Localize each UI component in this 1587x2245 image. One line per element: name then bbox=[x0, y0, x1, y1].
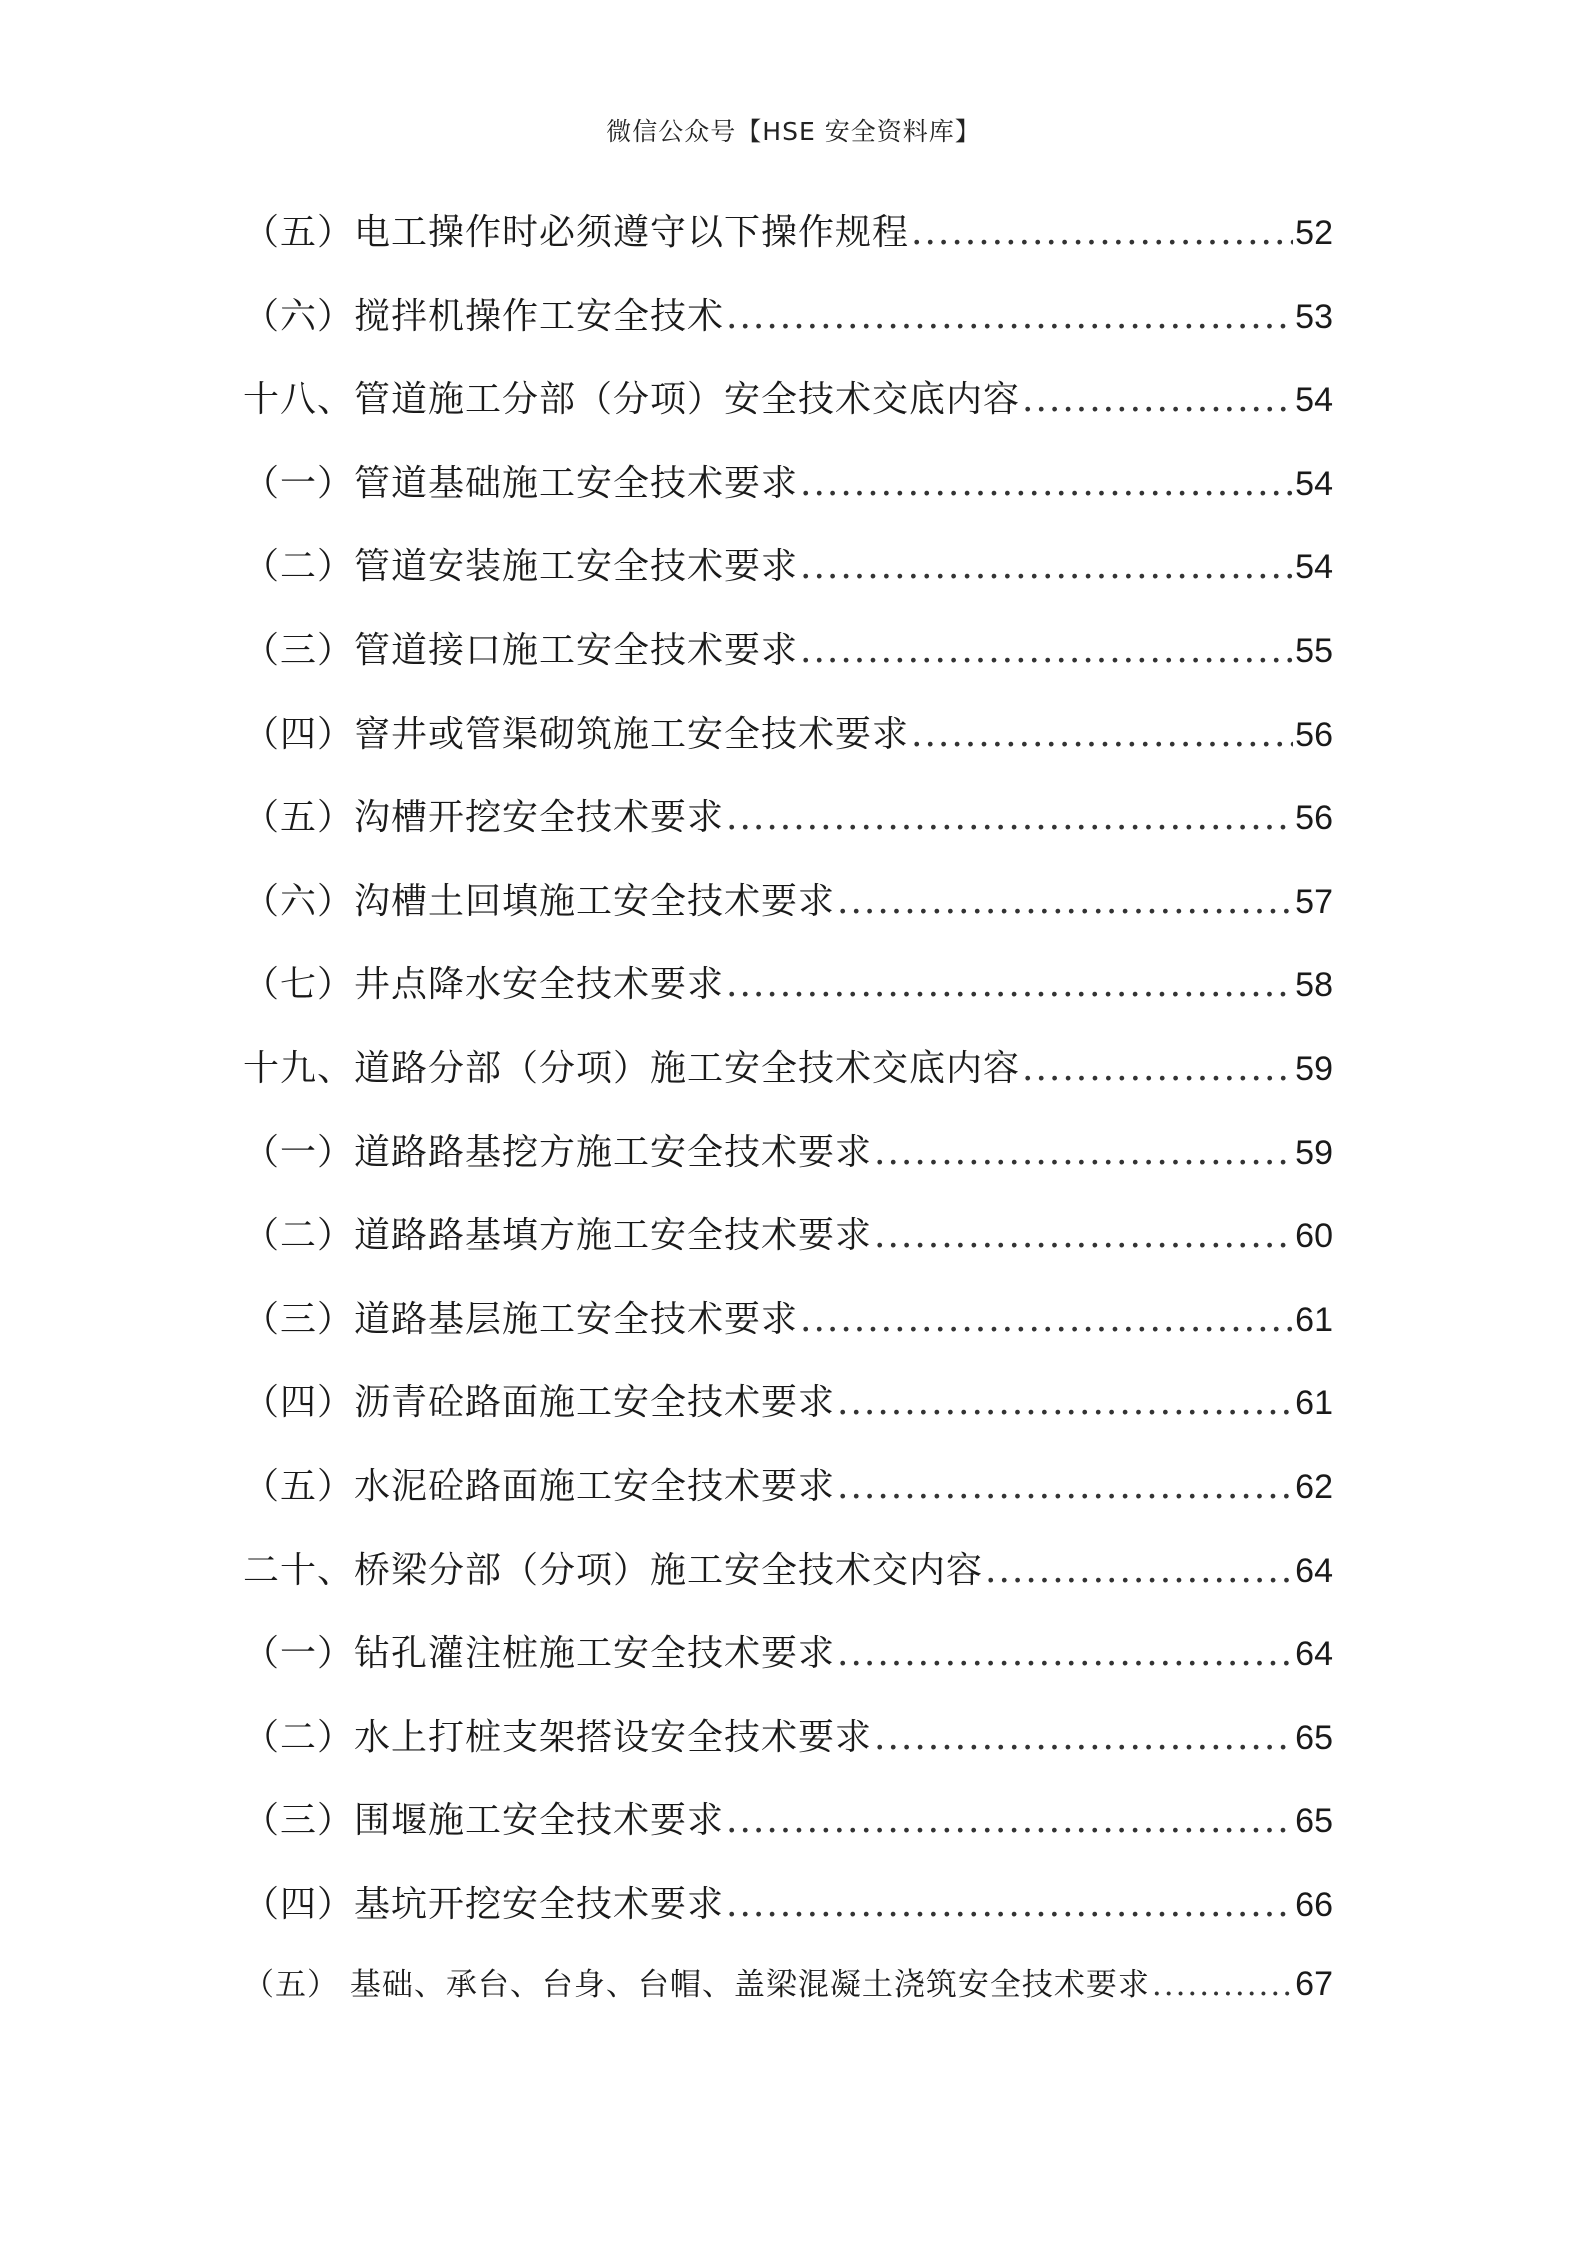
toc-entry[interactable] bbox=[243, 706, 1333, 790]
toc-entry[interactable] bbox=[243, 1458, 1333, 1542]
toc-entry[interactable] bbox=[243, 956, 1333, 1040]
toc-entry-title: （一）钻孔灌注桩施工安全技术要求 bbox=[243, 1633, 836, 1675]
toc-entry-page: 54 bbox=[1295, 548, 1333, 587]
toc-entry-page: 64 bbox=[1295, 1551, 1333, 1590]
toc-dot-leader bbox=[726, 964, 1293, 1005]
toc-entry-title: （四）沥青砼路面施工安全技术要求 bbox=[243, 1382, 836, 1424]
toc-entry[interactable] bbox=[243, 538, 1333, 622]
toc-entry-page: 55 bbox=[1295, 631, 1333, 670]
toc-entry-title: （四）基坑开挖安全技术要求 bbox=[243, 1883, 725, 1925]
toc-entry-page: 65 bbox=[1295, 1718, 1333, 1757]
toc-entry-page: 54 bbox=[1295, 381, 1333, 420]
toc-entry-title: （二）管道安装施工安全技术要求 bbox=[243, 546, 799, 588]
toc-entry[interactable] bbox=[243, 1625, 1333, 1709]
toc-entry-title: （一）管道基础施工安全技术要求 bbox=[243, 462, 799, 504]
toc-entry-page: 56 bbox=[1295, 715, 1333, 754]
table-of-contents bbox=[243, 204, 1333, 2043]
toc-entry-page: 58 bbox=[1295, 966, 1333, 1005]
toc-entry[interactable] bbox=[243, 288, 1333, 372]
toc-entry[interactable] bbox=[243, 1792, 1333, 1876]
toc-entry-title: 十九、道路分部（分项）施工安全技术交底内容 bbox=[243, 1047, 1021, 1089]
toc-dot-leader bbox=[911, 212, 1293, 253]
toc-entry[interactable] bbox=[243, 1207, 1333, 1291]
toc-entry-title: （七）井点降水安全技术要求 bbox=[243, 964, 725, 1006]
toc-entry-title: 二十、桥梁分部（分项）施工安全技术交内容 bbox=[243, 1549, 984, 1591]
page-header: 微信公众号【HSE 安全资料库】 bbox=[606, 117, 981, 146]
toc-entry-page: 57 bbox=[1295, 882, 1333, 921]
toc-entry-page: 66 bbox=[1295, 1885, 1333, 1924]
toc-entry-title: （四）窨井或管渠砌筑施工安全技术要求 bbox=[243, 713, 910, 755]
toc-entry-page: 61 bbox=[1295, 1300, 1333, 1339]
toc-entry[interactable] bbox=[243, 455, 1333, 539]
toc-dot-leader bbox=[726, 296, 1293, 337]
toc-dot-leader bbox=[837, 1466, 1293, 1507]
toc-dot-leader bbox=[874, 1132, 1293, 1173]
toc-dot-leader bbox=[874, 1215, 1293, 1256]
toc-dot-leader bbox=[985, 1550, 1293, 1591]
toc-entry-title: （五） 基础、承台、台身、台帽、盖梁混凝土浇筑安全技术要求 bbox=[243, 1967, 1150, 2004]
toc-entry[interactable] bbox=[243, 789, 1333, 873]
toc-entry-title: （二）水上打桩支架搭设安全技术要求 bbox=[243, 1716, 873, 1758]
toc-dot-leader bbox=[800, 546, 1293, 587]
toc-entry-page: 65 bbox=[1295, 1802, 1333, 1841]
toc-dot-leader bbox=[1022, 1048, 1293, 1089]
toc-entry[interactable] bbox=[243, 1876, 1333, 1960]
toc-entry-page: 62 bbox=[1295, 1467, 1333, 1506]
toc-dot-leader bbox=[911, 714, 1293, 755]
toc-entry-title: （二）道路路基填方施工安全技术要求 bbox=[243, 1215, 873, 1257]
toc-entry-title: （三）管道接口施工安全技术要求 bbox=[243, 629, 799, 671]
toc-entry-title: （五）水泥砼路面施工安全技术要求 bbox=[243, 1465, 836, 1507]
toc-entry-title: （一）道路路基挖方施工安全技术要求 bbox=[243, 1131, 873, 1173]
toc-dot-leader bbox=[1022, 379, 1293, 420]
toc-entry[interactable] bbox=[243, 1374, 1333, 1458]
toc-entry-page: 64 bbox=[1295, 1635, 1333, 1674]
toc-entry-title: （三）道路基层施工安全技术要求 bbox=[243, 1298, 799, 1340]
toc-entry-title: 十八、管道施工分部（分项）安全技术交底内容 bbox=[243, 379, 1021, 421]
toc-entry[interactable] bbox=[243, 1040, 1333, 1124]
toc-entry-page: 59 bbox=[1295, 1049, 1333, 1088]
toc-entry-title: （五）沟槽开挖安全技术要求 bbox=[243, 797, 725, 839]
toc-entry-page: 53 bbox=[1295, 297, 1333, 336]
toc-entry-page: 54 bbox=[1295, 464, 1333, 503]
toc-dot-leader bbox=[874, 1717, 1293, 1758]
toc-entry[interactable] bbox=[243, 1291, 1333, 1375]
toc-dot-leader bbox=[800, 630, 1293, 671]
toc-dot-leader bbox=[800, 1299, 1293, 1340]
toc-dot-leader bbox=[800, 463, 1293, 504]
toc-dot-leader bbox=[837, 1382, 1293, 1423]
toc-dot-leader bbox=[837, 881, 1293, 922]
toc-dot-leader bbox=[726, 1884, 1293, 1925]
toc-entry-page: 61 bbox=[1295, 1384, 1333, 1423]
toc-entry[interactable] bbox=[243, 204, 1333, 288]
toc-entry[interactable] bbox=[243, 371, 1333, 455]
toc-entry-page: 67 bbox=[1295, 1965, 1333, 2004]
toc-entry-page: 52 bbox=[1295, 214, 1333, 252]
toc-entry[interactable] bbox=[243, 622, 1333, 706]
toc-entry-title: （六）搅拌机操作工安全技术 bbox=[243, 295, 725, 337]
toc-entry-title: （五）电工操作时必须遵守以下操作规程 bbox=[243, 212, 910, 253]
toc-entry[interactable] bbox=[243, 1542, 1333, 1626]
toc-entry-title: （三）围堰施工安全技术要求 bbox=[243, 1800, 725, 1842]
toc-dot-leader bbox=[726, 1800, 1293, 1841]
toc-entry[interactable] bbox=[243, 1709, 1333, 1793]
toc-entry[interactable] bbox=[243, 1124, 1333, 1208]
toc-entry[interactable] bbox=[243, 1959, 1333, 2043]
toc-dot-leader bbox=[837, 1633, 1293, 1674]
toc-dot-leader bbox=[726, 797, 1293, 838]
toc-entry-page: 56 bbox=[1295, 799, 1333, 838]
toc-entry-page: 59 bbox=[1295, 1133, 1333, 1172]
toc-entry-page: 60 bbox=[1295, 1217, 1333, 1256]
toc-entry[interactable] bbox=[243, 873, 1333, 957]
toc-dot-leader bbox=[1152, 1967, 1293, 2003]
toc-entry-title: （六）沟槽土回填施工安全技术要求 bbox=[243, 880, 836, 922]
